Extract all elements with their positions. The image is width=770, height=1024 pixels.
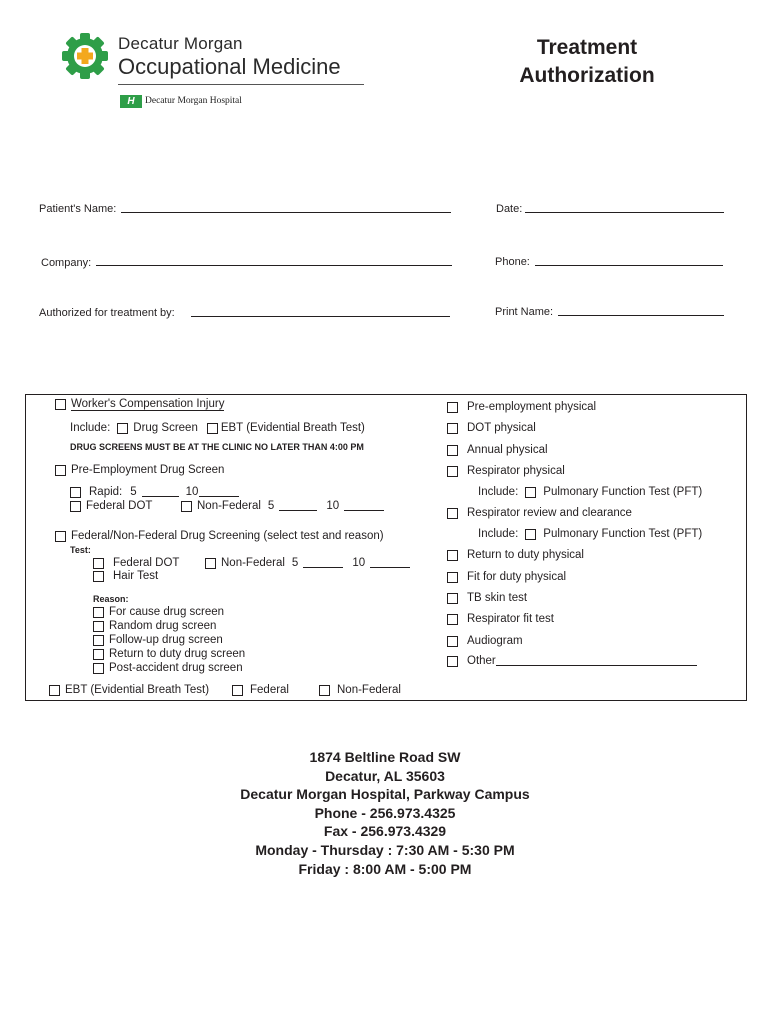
checkbox[interactable] [447,593,458,604]
checkbox[interactable] [93,621,104,632]
checkbox[interactable] [49,685,60,696]
checkbox[interactable] [447,466,458,477]
checkbox[interactable] [447,445,458,456]
phone-label: Phone: [495,256,530,268]
company-label: Company: [41,257,92,269]
ebt-federal-option[interactable]: Federal [232,684,289,696]
review-pft-option[interactable]: Include: Pulmonary Function Test (PFT) [478,528,703,540]
test-federal-dot-option[interactable]: Federal DOT [93,557,179,569]
test-label: Test: [70,545,91,555]
checkbox[interactable] [447,423,458,434]
ebt-checkbox[interactable] [207,423,218,434]
reason-option[interactable]: Follow-up drug screen [93,634,223,646]
drug-screen-checkbox[interactable] [117,423,128,434]
date-label: Date: [496,203,523,215]
wc-include-row: Include: Drug Screen EBT (Evidential Breath Test) [70,422,365,434]
company-logo [60,31,110,81]
checkbox[interactable] [70,501,81,512]
title-line2: Authorization [519,64,655,87]
authorized-by-label: Authorized for treatment by: [39,307,175,319]
pre-emp-drug-screen-option[interactable]: Pre-Employment Drug Screen [55,464,224,476]
authorized-by-field[interactable] [191,316,450,317]
return-duty-physical-option[interactable]: Return to duty physical [447,549,584,561]
reason-option[interactable]: For cause drug screen [93,606,224,618]
reason-option[interactable]: Post-accident drug screen [93,662,243,674]
checkbox[interactable] [447,550,458,561]
rapid-option[interactable]: Rapid: 5 10 [70,486,239,498]
checkbox[interactable] [447,402,458,413]
fax-line: Fax - 256.973.4329 [323,823,447,840]
logo-divider [118,84,364,85]
checkbox[interactable] [447,572,458,583]
respirator-review-option[interactable]: Respirator review and clearance [447,507,632,519]
checkbox[interactable] [232,685,243,696]
pre-emp-non-federal-option[interactable]: Non-Federal 5 10 [181,500,384,512]
pre-emp-physical-option[interactable]: Pre-employment physical [447,401,596,413]
checkbox[interactable] [55,531,66,542]
annual-physical-option[interactable]: Annual physical [447,444,548,456]
clinic-contact-info [0,748,770,878]
audiogram-option[interactable]: Audiogram [447,635,523,647]
drug-screen-notice: DRUG SCREENS MUST BE AT THE CLINIC NO LATER THAN 4:00 PM [70,442,364,452]
reason-label: Reason: [93,594,129,604]
checkbox[interactable] [93,607,104,618]
respirator-fit-option[interactable]: Respirator fit test [447,613,554,625]
patient-name-label: Patient's Name: [39,203,117,215]
checkbox[interactable] [447,508,458,519]
respirator-pft-option[interactable]: Include: Pulmonary Function Test (PFT) [478,486,703,498]
respirator-physical-option[interactable]: Respirator physical [447,465,565,477]
nonfed-5-field[interactable] [279,501,317,511]
title-line1: Treatment [536,36,638,59]
address-line: 1874 Beltline Road SW [309,749,461,765]
test-nonfed-5-field[interactable] [303,558,343,568]
city-line: Decatur, AL 35603 [325,767,445,784]
test-non-federal-option[interactable]: Non-Federal 5 10 [205,557,410,569]
fed-nonfed-drug-screening-option[interactable]: Federal/Non-Federal Drug Screening (select test and reason) [55,530,384,542]
print-name-label: Print Name: [495,306,554,318]
reason-option[interactable]: Return to duty drug screen [93,648,245,660]
checkbox[interactable] [55,465,66,476]
checkbox[interactable] [93,558,104,569]
hospital-name: Decatur Morgan Hospital [145,96,242,106]
checkbox[interactable] [93,663,104,674]
logo-line1: Decatur Morgan [118,34,243,53]
phone-field[interactable] [535,265,723,266]
rapid-5-field[interactable] [142,487,179,497]
checkbox[interactable] [93,571,104,582]
reason-option[interactable]: Random drug screen [93,620,216,632]
checkbox[interactable] [93,635,104,646]
other-option[interactable]: Other [447,655,697,667]
page-title [487,34,687,90]
checkbox[interactable] [319,685,330,696]
fit-for-duty-option[interactable]: Fit for duty physical [447,571,566,583]
hospital-mark-icon: H [120,95,142,108]
checkbox[interactable] [55,399,66,410]
print-name-field[interactable] [558,315,724,316]
hours-weekday-line: Monday - Thursday : 7:30 AM - 5:30 PM [255,841,515,858]
rapid-10-field[interactable] [199,487,239,497]
other-field[interactable] [496,656,697,666]
test-nonfed-10-field[interactable] [370,558,410,568]
hair-test-option[interactable]: Hair Test [93,570,158,582]
nonfed-10-field[interactable] [344,501,384,511]
checkbox[interactable] [447,656,458,667]
dot-physical-option[interactable]: DOT physical [447,422,536,434]
tb-skin-test-option[interactable]: TB skin test [447,592,527,604]
phone-line: Phone - 256.973.4325 [314,804,456,821]
checkbox[interactable] [525,529,536,540]
logo-line2: Occupational Medicine [118,54,341,79]
ebt-non-federal-option[interactable]: Non-Federal [319,684,401,696]
hours-friday-line: Friday : 8:00 AM - 5:00 PM [298,860,472,877]
checkbox[interactable] [93,649,104,660]
pre-emp-federal-dot-option[interactable]: Federal DOT [70,500,152,512]
checkbox[interactable] [181,501,192,512]
checkbox[interactable] [525,487,536,498]
company-field[interactable] [96,265,452,266]
ebt-option[interactable]: EBT (Evidential Breath Test) [49,684,209,696]
campus-line: Decatur Morgan Hospital, Parkway Campus [240,786,530,803]
checkbox[interactable] [447,614,458,625]
patient-name-field[interactable] [121,212,451,213]
gear-cross-icon [60,31,110,81]
checkbox[interactable] [447,636,458,647]
checkbox[interactable] [205,558,216,569]
workers-comp-option[interactable]: Worker's Compensation Injury [55,398,224,411]
date-field[interactable] [525,212,724,213]
checkbox[interactable] [70,487,81,498]
